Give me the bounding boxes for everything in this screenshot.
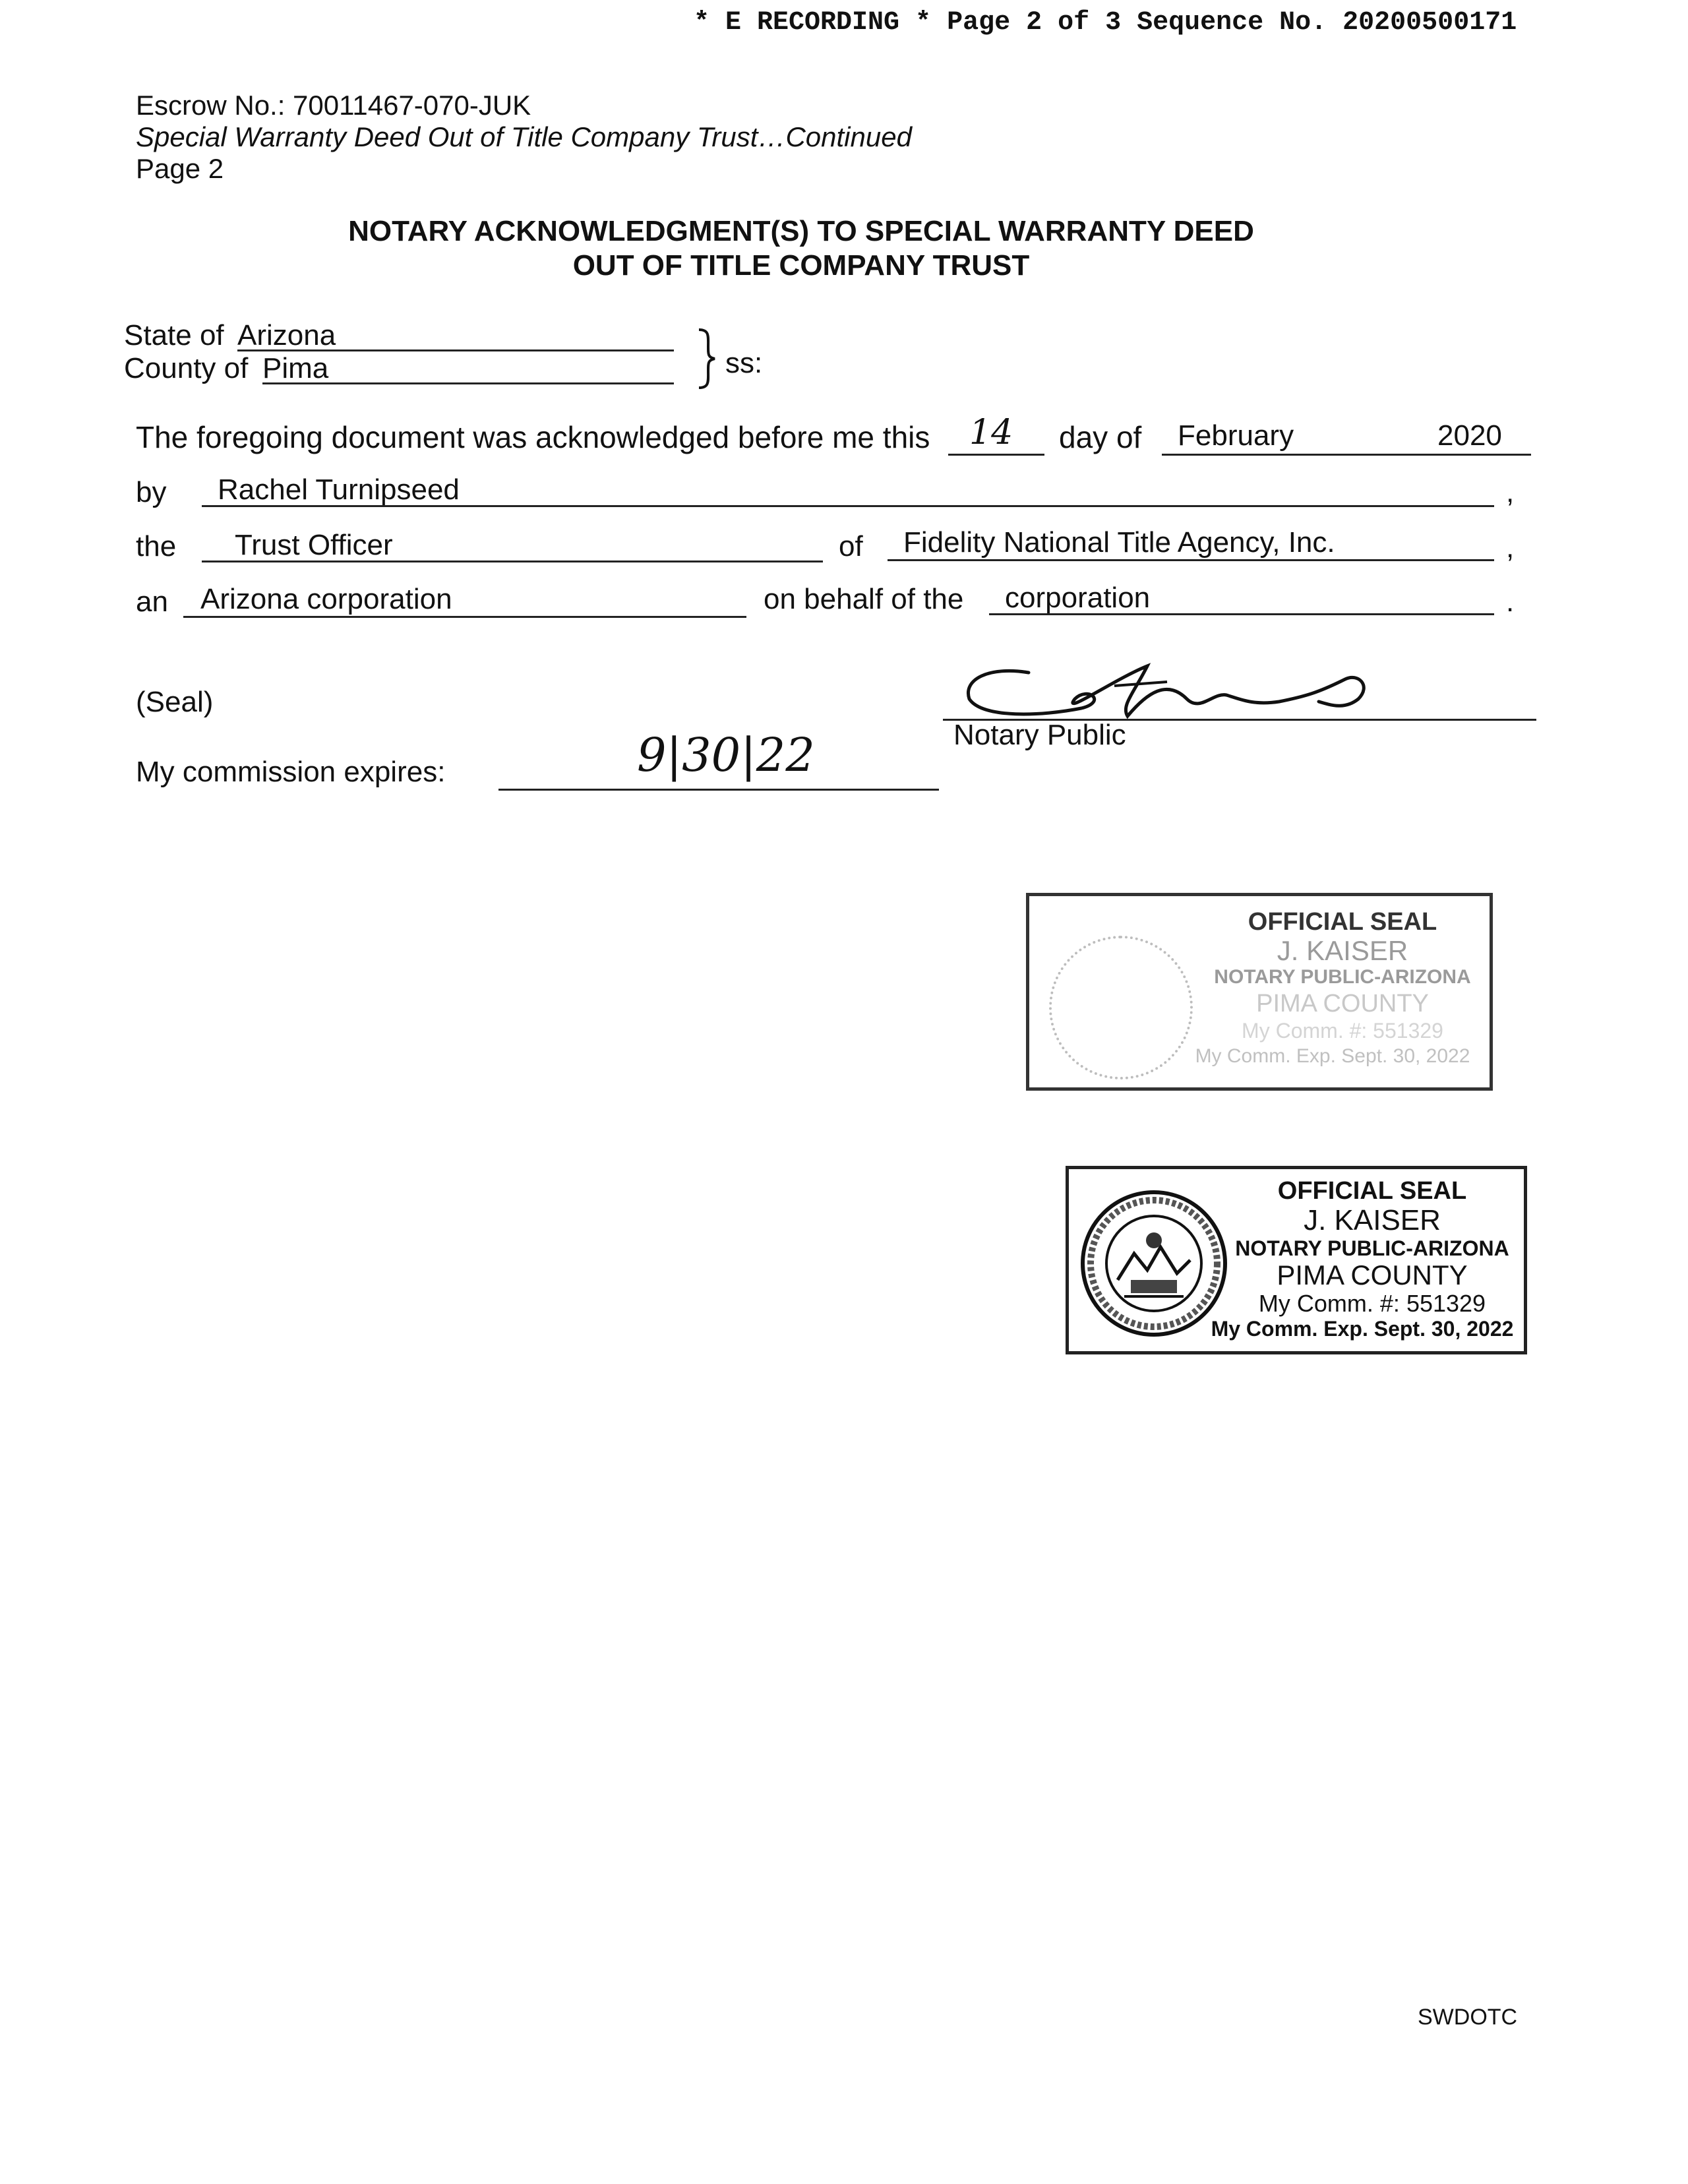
of-underline <box>888 559 1494 561</box>
ack-text: The foregoing document was acknowledged before me this <box>136 420 930 454</box>
an-underline <box>183 616 746 618</box>
arizona-state-seal-icon <box>1078 1188 1230 1339</box>
continued-title: Special Warranty Deed Out of Title Company Trust…Continued <box>136 121 912 152</box>
stamp-faded-line3: NOTARY PUBLIC-ARIZONA <box>1214 966 1471 988</box>
stamp-line2: J. KAISER <box>1304 1204 1441 1236</box>
official-seal-stamp-faded <box>1026 893 1493 1091</box>
behalf-value: corporation <box>1005 582 1151 614</box>
of-value: Fidelity National Title Agency, Inc. <box>903 526 1335 559</box>
state-value: Arizona <box>237 319 336 351</box>
commission-label: My commission expires: <box>136 756 446 788</box>
day-underline <box>948 454 1044 456</box>
stamp-line5: My Comm. #: 551329 <box>1258 1290 1486 1317</box>
of-label: of <box>839 530 863 562</box>
stamp-faded-line2: J. KAISER <box>1277 935 1408 966</box>
county-underline <box>262 382 674 384</box>
an-value: Arizona corporation <box>200 583 452 615</box>
stamp-line4: PIMA COUNTY <box>1277 1259 1468 1290</box>
brace-icon <box>694 327 720 390</box>
by-label: by <box>136 476 167 508</box>
day-of-label: day of <box>1059 420 1142 454</box>
commission-value: 9|30|22 <box>637 728 815 782</box>
doc-title-line2: OUT OF TITLE COMPANY TRUST <box>572 249 1030 282</box>
day-value: 14 <box>969 413 1013 452</box>
an-label: an <box>136 586 168 618</box>
date-underline <box>1162 454 1531 456</box>
month-value: February <box>1178 419 1294 452</box>
stamp-line1: OFFICIAL SEAL <box>1277 1177 1467 1205</box>
notary-public-label: Notary Public <box>953 719 1126 751</box>
behalf-label: on behalf of the <box>764 583 964 615</box>
the-underline <box>202 561 823 562</box>
county-value: Pima <box>262 352 329 384</box>
stamp-faded-line5: My Comm. #: 551329 <box>1242 1019 1443 1043</box>
by-value: Rachel Turnipseed <box>218 473 460 506</box>
recording-header: * E RECORDING * Page 2 of 3 Sequence No. 20200500171 <box>694 8 1517 38</box>
doc-title-line1: NOTARY ACKNOWLEDGMENT(S) TO SPECIAL WARRANTY DEED <box>348 215 1254 247</box>
stamp-line6: My Comm. Exp. Sept. 30, 2022 <box>1211 1317 1514 1341</box>
seal-label: (Seal) <box>136 686 214 718</box>
by-comma: , <box>1506 476 1515 508</box>
behalf-underline <box>989 613 1494 615</box>
stamp-faded-line4: PIMA COUNTY <box>1256 990 1429 1017</box>
the-value: Trust Officer <box>235 529 393 561</box>
stamp-faded-line1: OFFICIAL SEAL <box>1248 908 1437 936</box>
of-comma: , <box>1506 531 1515 564</box>
form-code: SWDOTC <box>1418 2005 1518 2030</box>
state-underline <box>237 349 674 351</box>
the-label: the <box>136 530 177 562</box>
county-label: County of <box>124 352 249 384</box>
by-underline <box>202 505 1494 507</box>
year-value: 2020 <box>1437 419 1502 452</box>
state-label: State of <box>124 319 224 351</box>
page-number: Page 2 <box>136 153 224 184</box>
state-seal-icon <box>1049 936 1193 1079</box>
stamp-faded-line6: My Comm. Exp. Sept. 30, 2022 <box>1195 1045 1470 1067</box>
escrow-number: Escrow No.: 70011467-070-JUK <box>136 90 531 121</box>
official-seal-stamp <box>1066 1166 1527 1354</box>
stamp-line3: NOTARY PUBLIC-ARIZONA <box>1235 1236 1509 1260</box>
behalf-period: . <box>1506 586 1515 618</box>
commission-underline <box>498 789 939 791</box>
ss-label: ss: <box>725 347 763 379</box>
